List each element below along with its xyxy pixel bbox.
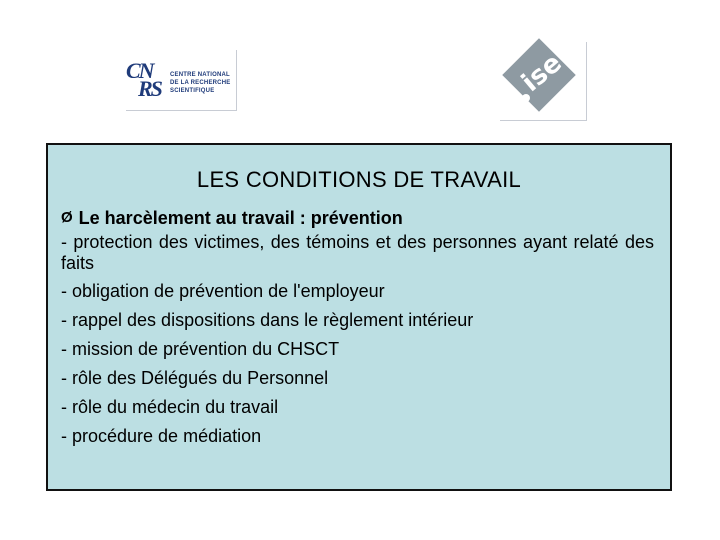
panel-title: LES CONDITIONS DE TRAVAIL [196, 167, 522, 192]
cnrs-logo-line-3: SCIENTIFIQUE [170, 88, 215, 94]
ise-logo-text: ise [516, 48, 568, 98]
list-item: - rôle du médecin du travail [61, 397, 279, 417]
cnrs-logo-line-1: CENTRE NATIONAL [170, 72, 230, 78]
list-item: - rôle des Délégués du Personnel [61, 368, 329, 388]
list-item: - protection des victimes, des témoins et des personnes ayant relaté des faits [61, 232, 654, 273]
list-item: - obligation de prévention de l'employeur [61, 281, 385, 301]
cnrs-logo-line-2: DE LA RECHERCHE [170, 80, 231, 86]
cnrs-logo-mark-bottom: RS [138, 76, 161, 101]
section-heading [61, 207, 654, 229]
list-item: - rappel des dispositions dans le règlement intérieur [61, 310, 474, 330]
content-panel [46, 143, 672, 491]
arrow-bullet-icon: Ø [61, 209, 73, 226]
cnrs-logo-mark-top: CN [126, 58, 153, 83]
list-item: - procédure de médiation [61, 426, 262, 446]
cnrs-logo [126, 50, 237, 111]
section-heading-text: Le harcèlement au travail : prévention [78, 208, 403, 228]
panel-body [61, 207, 654, 451]
cnrs-logo-mark [126, 58, 161, 101]
list-item: - mission de prévention du CHSCT [61, 339, 340, 359]
ise-logo [500, 42, 587, 121]
